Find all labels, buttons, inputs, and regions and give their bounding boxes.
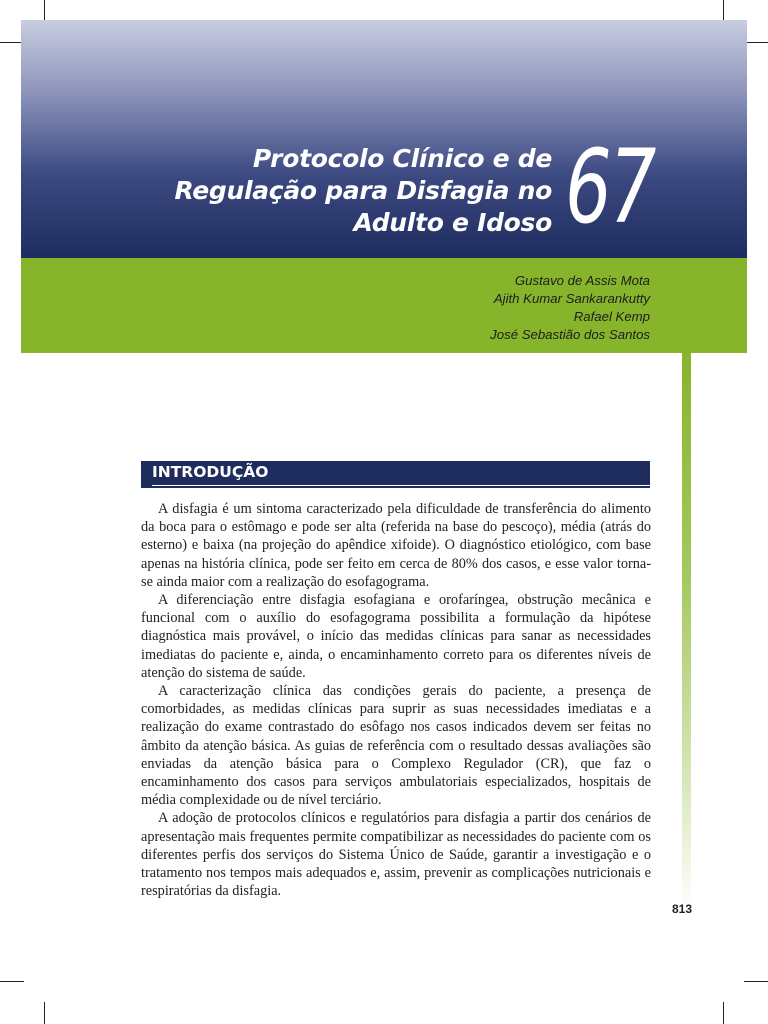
page-number: 813 [672, 902, 693, 916]
body-text [141, 500, 651, 900]
paragraph: A caracterização clínica das condições gerais do paciente, a presença de comorbidades, as medidas clínicas para suprir as suas necessidades imediatas e a realização do exame contrastado do esôfago nos casos indicados devem ser feitas no âmbito da atenção básica. As guias de referência com o resultado dessas avaliações são enviadas da atenção básica para o Complexo Regulador (CR), que faz o encaminhamento dos casos para serviços ambulatoriais especializados, hospitais de média complexidade ou de nível terciário. [141, 683, 651, 809]
section-heading-text: INTRODUÇÃO [152, 463, 269, 481]
chapter-title-line: Regulação para Disfagia no [174, 176, 552, 205]
crop-mark [744, 981, 768, 982]
chapter-title-line: Adulto e Idoso [353, 208, 552, 237]
author-name: Ajith Kumar Sankarankutty [493, 291, 650, 306]
crop-mark [44, 0, 45, 22]
chapter-title-line: Protocolo Clínico e de [252, 144, 552, 173]
side-accent-bar [682, 353, 691, 913]
paragraph: A adoção de protocolos clínicos e regulatórios para disfagia a partir dos cenários de apresentação mais frequentes permite compatibilizar as necessidades do paciente com os diferentes perfis dos serviços do Sistema Único de Saúde, garantir a investigação e o tratamento nos tempos mais adequados e, assim, prevenir as complicações nutricionais e respiratórias da disfagia. [141, 810, 651, 900]
paragraph: A diferenciação entre disfagia esofagiana e orofaríngea, obstrução mecânica e funcional com o auxílio do esofagograma possibilita a formulação da hipótese diagnóstica mais provável, o início das medidas clínicas para sanar as necessidades imediatas do paciente e, ainda, o encaminhamento correto para os diferentes níveis de atenção do sistema de saúde. [141, 592, 651, 681]
crop-mark [44, 1002, 45, 1024]
author-name: Rafael Kemp [573, 309, 650, 324]
author-list [350, 272, 650, 344]
heading-underline [152, 485, 650, 486]
paragraph: A disfagia é um sintoma caracterizado pela dificuldade de transferência do alimento da boca para o estômago e pode ser alta (referida na base do pescoço), média (atrás do esterno) e baixa (na projeção do apêndice xifoide). O diagnóstico etiológico, com base apenas na história clínica, pode ser feito em cerca de 80% dos casos, e esse valor torna-se ainda maior com a realização do esofagograma. [141, 501, 651, 590]
crop-mark [723, 0, 724, 22]
chapter-number: 67 [565, 128, 655, 247]
section-heading [141, 461, 650, 488]
chapter-title [132, 143, 552, 239]
author-name: José Sebastião dos Santos [490, 327, 650, 342]
crop-mark [723, 1002, 724, 1024]
author-name: Gustavo de Assis Mota [514, 273, 650, 288]
crop-mark [744, 42, 768, 43]
crop-mark [0, 981, 24, 982]
